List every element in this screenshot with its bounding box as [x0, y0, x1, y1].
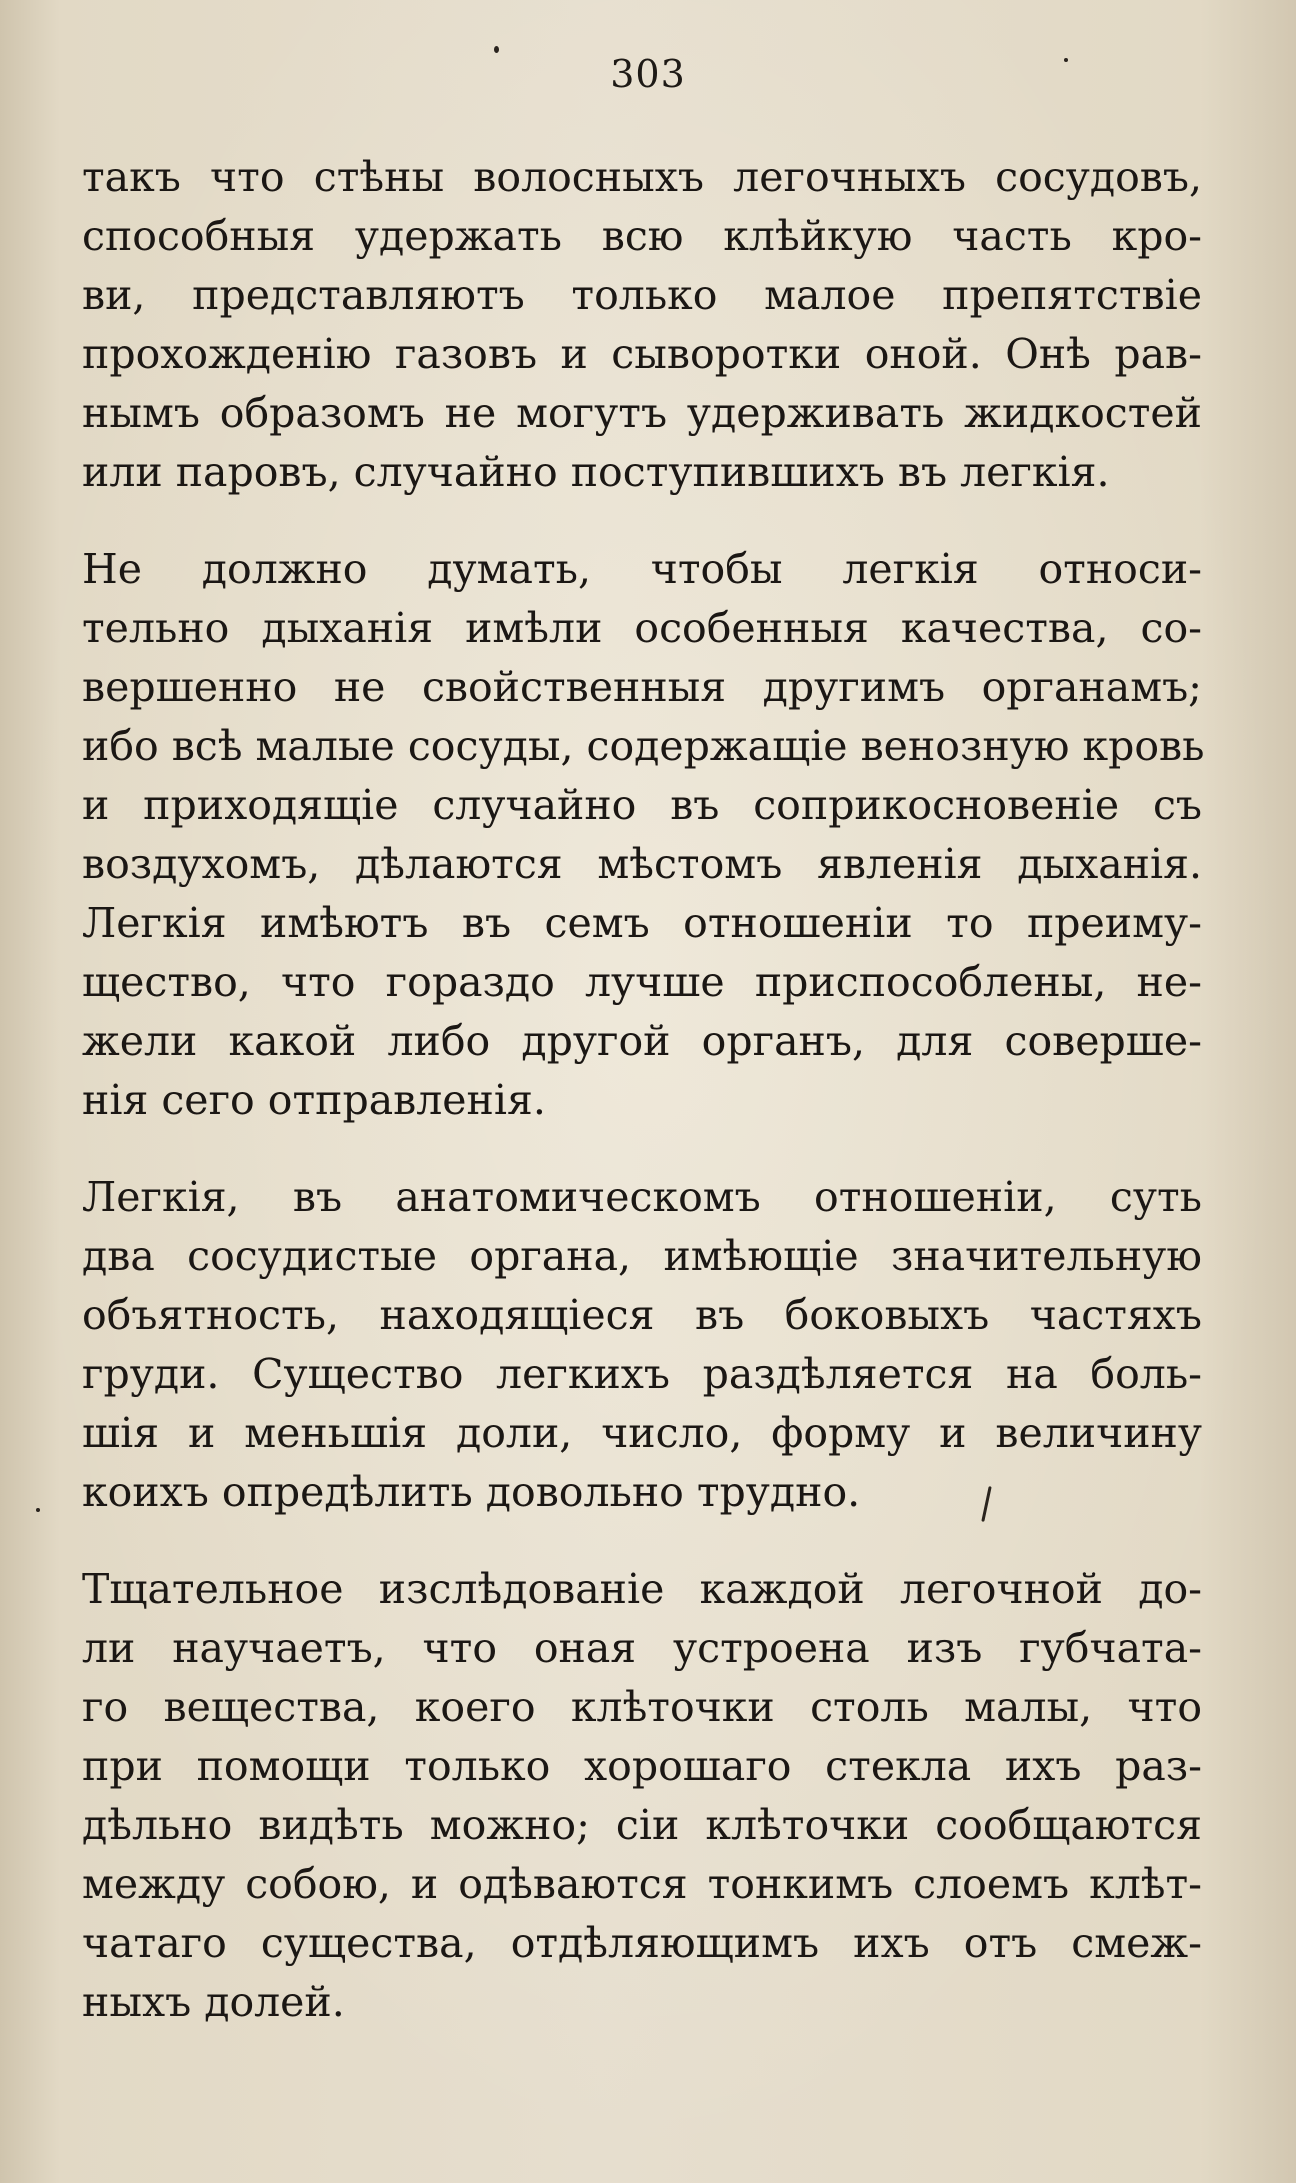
- text-line: дѣльно видѣть можно; сіи клѣточки сообщаются: [82, 1801, 1202, 1849]
- text-line: чатаго существа, отдѣляющимъ ихъ отъ смеж-: [82, 1919, 1202, 1967]
- text-line: тельно дыханія имѣли особенныя качества, со-: [82, 604, 1202, 652]
- text-line: шія и меньшія доли, число, форму и величину: [82, 1409, 1202, 1457]
- body-text: [82, 148, 1205, 2032]
- text-line: два сосудистые органа, имѣющіе значительную: [82, 1232, 1202, 1280]
- text-line: груди. Существо легкихъ раздѣляется на боль-: [82, 1350, 1202, 1398]
- text-line: такъ что стѣны волосныхъ легочныхъ сосудовъ,: [82, 153, 1202, 201]
- text-line: ви, представляютъ только малое препятствіе: [82, 271, 1202, 319]
- text-line: Легкія имѣютъ въ семъ отношеніи то преиму-: [82, 899, 1202, 947]
- paragraph-2: [82, 540, 1205, 1130]
- paragraph-3: [82, 1168, 1202, 1522]
- text-line: нія сего отправленія.: [82, 1076, 546, 1124]
- ink-speck: [36, 1508, 40, 1512]
- text-line: ибо всѣ малые сосуды, содержащіе венозную кровь: [82, 722, 1205, 770]
- text-line: или паровъ, случайно поступившихъ въ легкія.: [82, 448, 1110, 496]
- text-line: объятность, находящіеся въ боковыхъ частяхъ: [82, 1291, 1202, 1339]
- text-line: ли научаетъ, что оная устроена изъ губчата-: [82, 1624, 1202, 1672]
- text-line: вершенно не свойственныя другимъ органамъ;: [82, 663, 1202, 711]
- text-line: и приходящіе случайно въ соприкосновеніе съ: [82, 781, 1202, 829]
- text-line: Тщательное изслѣдованіе каждой легочной до-: [82, 1565, 1202, 1613]
- text-line: нымъ образомъ не могутъ удерживать жидкостей: [82, 389, 1202, 437]
- text-line: Легкія, въ анатомическомъ отношеніи, суть: [82, 1173, 1202, 1221]
- paragraph-1: [82, 148, 1202, 502]
- text-line: го вещества, коего клѣточки столь малы, что: [82, 1683, 1202, 1731]
- text-line: Не должно думать, чтобы легкія относи-: [82, 545, 1202, 593]
- paragraph-4: [82, 1560, 1202, 2032]
- bleed-through-text: [560, 108, 571, 149]
- text-line: способныя удержать всю клѣйкую часть кро-: [82, 212, 1202, 260]
- text-line: воздухомъ, дѣлаются мѣстомъ явленія дыханія.: [82, 840, 1202, 888]
- page-number: 303: [610, 52, 686, 96]
- text-line: коихъ опредѣлить довольно трудно.: [82, 1468, 861, 1516]
- text-line: прохожденію газовъ и сыворотки оной. Онѣ рав-: [82, 330, 1202, 378]
- text-line: щество, что гораздо лучше приспособлены, не-: [82, 958, 1202, 1006]
- text-line: ныхъ долей.: [82, 1978, 345, 2026]
- text-line: при помощи только хорошаго стекла ихъ раз-: [82, 1742, 1202, 1790]
- text-line: между собою, и одѣваются тонкимъ слоемъ клѣт-: [82, 1860, 1202, 1908]
- text-line: жели какой либо другой органъ, для соверше-: [82, 1017, 1202, 1065]
